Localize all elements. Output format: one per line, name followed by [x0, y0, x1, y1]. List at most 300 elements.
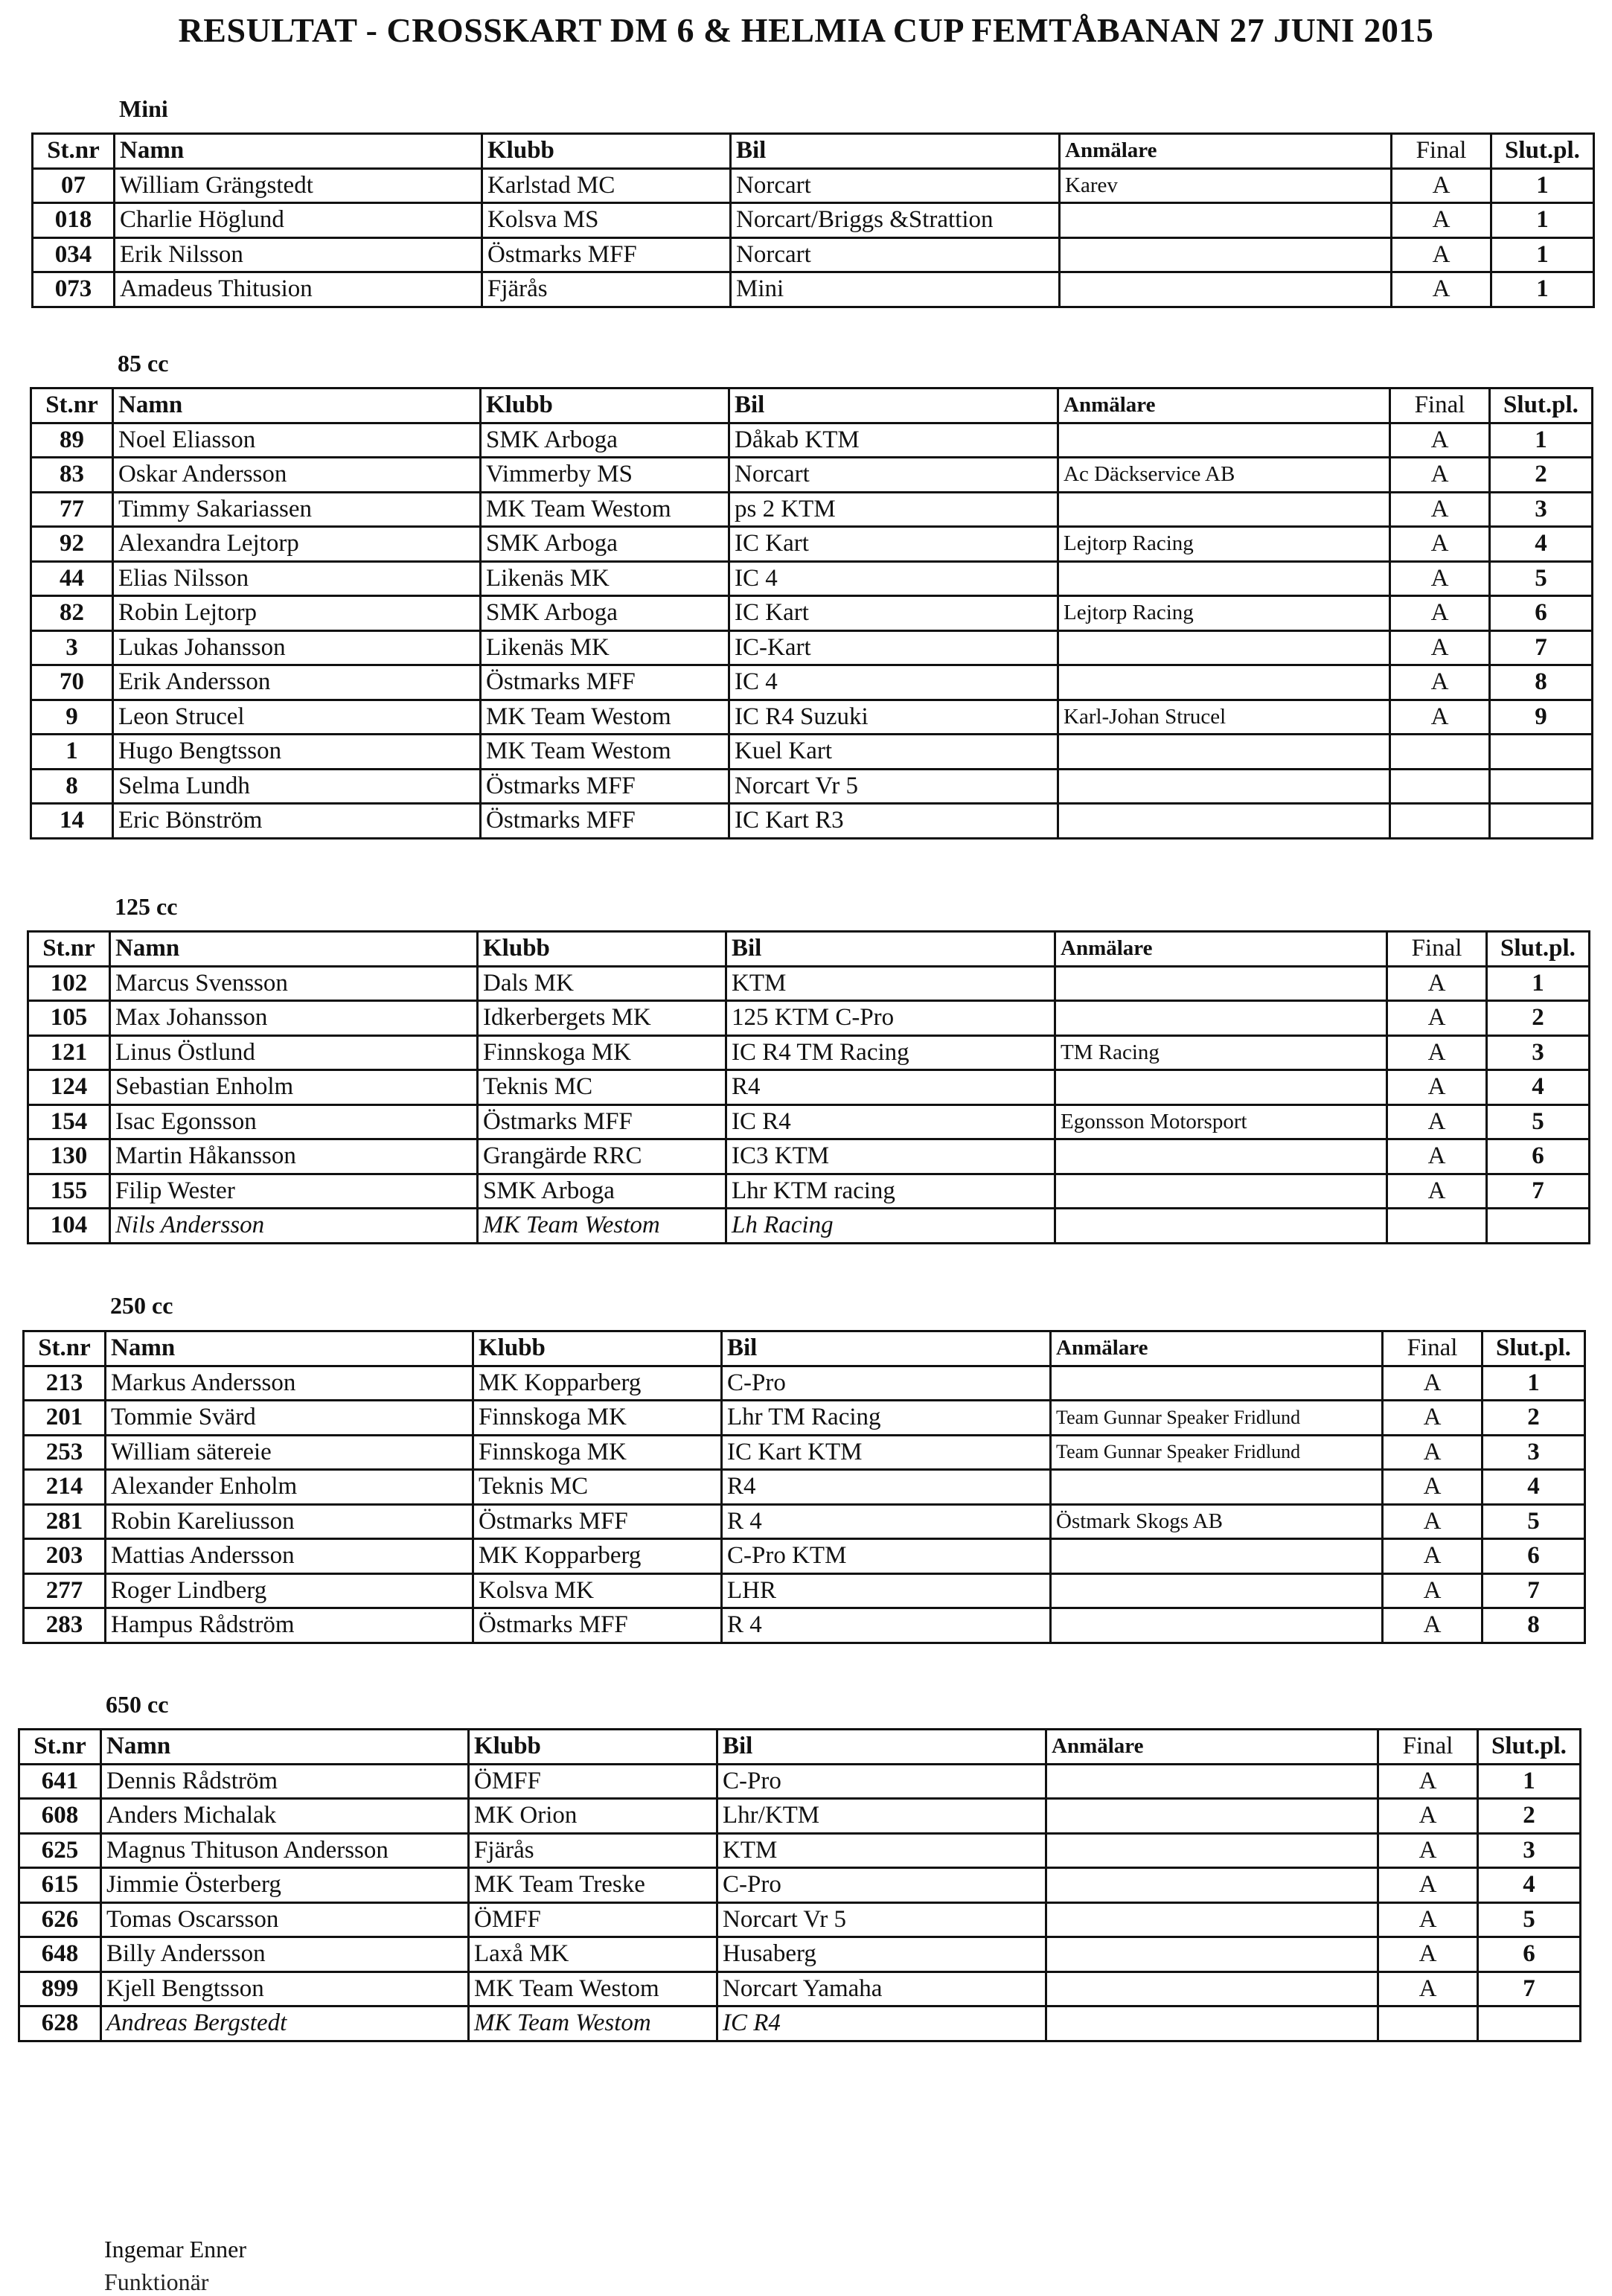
final-cell: A	[1387, 966, 1487, 1001]
place-cell: 4	[1478, 1868, 1581, 1903]
entrant-cell	[1051, 1608, 1383, 1643]
section-label: 125 cc	[115, 893, 178, 920]
place-cell	[1490, 769, 1593, 804]
start-number-cell: 82	[31, 596, 113, 631]
club-cell: Finnskoga MK	[478, 1035, 726, 1070]
col-header-club: Klubb	[482, 134, 731, 169]
name-cell: Hugo Bengtsson	[113, 735, 481, 770]
name-cell: Erik Andersson	[113, 665, 481, 700]
entrant-cell	[1055, 1209, 1387, 1244]
entrant-cell	[1058, 735, 1390, 770]
car-cell: IC R4	[717, 2006, 1046, 2041]
entrant-cell: Team Gunnar Speaker Fridlund	[1051, 1435, 1383, 1470]
car-cell: IC R4	[726, 1104, 1055, 1139]
start-number-cell: 70	[31, 665, 113, 700]
section-label: 85 cc	[118, 350, 169, 377]
final-cell: A	[1390, 630, 1490, 665]
start-number-cell: 018	[33, 203, 115, 238]
club-cell: MK Kopparberg	[473, 1366, 722, 1401]
col-header-car: Bil	[729, 388, 1058, 423]
car-cell: Norcart	[731, 237, 1060, 272]
col-header-entrant: Anmälare	[1060, 134, 1392, 169]
final-cell: A	[1378, 1868, 1478, 1903]
car-cell: Kuel Kart	[729, 735, 1058, 770]
start-number-cell: 102	[28, 966, 110, 1001]
place-cell	[1478, 2006, 1581, 2041]
start-number-cell: 14	[31, 804, 113, 839]
final-cell: A	[1383, 1608, 1483, 1643]
entrant-cell	[1060, 203, 1392, 238]
entrant-cell: Team Gunnar Speaker Fridlund	[1051, 1401, 1383, 1436]
club-cell: ÖMFF	[469, 1764, 717, 1799]
table-row	[31, 804, 1593, 839]
club-cell: Östmarks MFF	[481, 804, 729, 839]
final-cell: A	[1383, 1539, 1483, 1574]
table-row	[28, 1001, 1590, 1036]
col-header-car: Bil	[717, 1730, 1046, 1765]
car-cell: IC 4	[729, 665, 1058, 700]
place-cell: 2	[1483, 1401, 1585, 1436]
name-cell: Amadeus Thitusion	[115, 272, 482, 307]
start-number-cell: 899	[19, 1972, 101, 2006]
start-number-cell: 277	[24, 1573, 106, 1608]
entrant-cell	[1046, 1799, 1378, 1834]
entrant-cell	[1055, 1001, 1387, 1036]
col-header-entrant: Anmälare	[1058, 388, 1390, 423]
place-cell: 3	[1483, 1435, 1585, 1470]
final-cell: A	[1383, 1504, 1483, 1539]
entrant-cell	[1055, 966, 1387, 1001]
table-row	[24, 1366, 1585, 1401]
place-cell: 3	[1490, 492, 1593, 527]
table-row	[33, 203, 1594, 238]
car-cell: LHR	[722, 1573, 1051, 1608]
club-cell: MK Team Treske	[469, 1868, 717, 1903]
footer-role: Funktionär	[104, 2268, 209, 2295]
col-header-car: Bil	[722, 1331, 1051, 1366]
entrant-cell	[1051, 1366, 1383, 1401]
table-header-row	[28, 932, 1590, 967]
final-cell: A	[1378, 1833, 1478, 1868]
final-cell: A	[1392, 237, 1491, 272]
final-cell: A	[1390, 700, 1490, 735]
entrant-cell	[1058, 804, 1390, 839]
car-cell: C-Pro	[722, 1366, 1051, 1401]
start-number-cell: 628	[19, 2006, 101, 2041]
start-number-cell: 615	[19, 1868, 101, 1903]
final-cell: A	[1387, 1035, 1487, 1070]
table-row	[19, 1972, 1581, 2006]
table-row	[31, 423, 1593, 458]
name-cell: Charlie Höglund	[115, 203, 482, 238]
col-header-entrant: Anmälare	[1046, 1730, 1378, 1765]
final-cell: A	[1390, 596, 1490, 631]
start-number-cell: 283	[24, 1608, 106, 1643]
name-cell: Noel Eliasson	[113, 423, 481, 458]
name-cell: Oskar Andersson	[113, 458, 481, 493]
name-cell: Roger Lindberg	[106, 1573, 473, 1608]
col-header-car: Bil	[726, 932, 1055, 967]
place-cell: 1	[1491, 203, 1594, 238]
entrant-cell	[1051, 1573, 1383, 1608]
col-header-place: Slut.pl.	[1491, 134, 1594, 169]
entrant-cell	[1046, 1902, 1378, 1937]
col-header-car: Bil	[731, 134, 1060, 169]
start-number-cell: 8	[31, 769, 113, 804]
car-cell: IC Kart R3	[729, 804, 1058, 839]
name-cell: William Grängstedt	[115, 168, 482, 203]
place-cell	[1487, 1209, 1590, 1244]
col-header-place: Slut.pl.	[1478, 1730, 1581, 1765]
table-row	[31, 630, 1593, 665]
col-header-name: Namn	[110, 932, 478, 967]
name-cell: Anders Michalak	[101, 1799, 469, 1834]
club-cell: Östmarks MFF	[473, 1608, 722, 1643]
car-cell: R 4	[722, 1608, 1051, 1643]
car-cell: Norcart Vr 5	[729, 769, 1058, 804]
start-number-cell: 201	[24, 1401, 106, 1436]
page-title: RESULTAT - CROSSKART DM 6 & HELMIA CUP FEMTÅBANAN 27 JUNI 2015	[178, 11, 1434, 49]
start-number-cell: 104	[28, 1209, 110, 1244]
start-number-cell: 203	[24, 1539, 106, 1574]
name-cell: Lukas Johansson	[113, 630, 481, 665]
club-cell: Vimmerby MS	[481, 458, 729, 493]
entrant-cell	[1046, 1764, 1378, 1799]
start-number-cell: 130	[28, 1139, 110, 1174]
car-cell: IC Kart	[729, 527, 1058, 562]
car-cell: IC Kart KTM	[722, 1435, 1051, 1470]
club-cell: Teknis MC	[473, 1470, 722, 1505]
start-number-cell: 92	[31, 527, 113, 562]
name-cell: Tommie Svärd	[106, 1401, 473, 1436]
table-row	[28, 1035, 1590, 1070]
final-cell: A	[1387, 1174, 1487, 1209]
final-cell: A	[1383, 1366, 1483, 1401]
col-header-name: Namn	[106, 1331, 473, 1366]
col-header-final: Final	[1387, 932, 1487, 967]
name-cell: Erik Nilsson	[115, 237, 482, 272]
table-row	[28, 1104, 1590, 1139]
place-cell: 1	[1491, 237, 1594, 272]
entrant-cell: Karl-Johan Strucel	[1058, 700, 1390, 735]
name-cell: Martin Håkansson	[110, 1139, 478, 1174]
start-number-cell: 281	[24, 1504, 106, 1539]
car-cell: Norcart Vr 5	[717, 1902, 1046, 1937]
table-row	[31, 492, 1593, 527]
table-row	[28, 1139, 1590, 1174]
table-row	[31, 769, 1593, 804]
table-row	[19, 1799, 1581, 1834]
club-cell: Kolsva MS	[482, 203, 731, 238]
name-cell: Robin Kareliusson	[106, 1504, 473, 1539]
club-cell: Östmarks MFF	[482, 237, 731, 272]
name-cell: Alexander Enholm	[106, 1470, 473, 1505]
car-cell: 125 KTM C-Pro	[726, 1001, 1055, 1036]
col-header-entrant: Anmälare	[1051, 1331, 1383, 1366]
car-cell: R4	[722, 1470, 1051, 1505]
place-cell: 7	[1483, 1573, 1585, 1608]
final-cell: A	[1378, 1764, 1478, 1799]
place-cell: 5	[1487, 1104, 1590, 1139]
table-header-row	[19, 1730, 1581, 1765]
start-number-cell: 124	[28, 1070, 110, 1105]
place-cell: 1	[1487, 966, 1590, 1001]
col-header-club: Klubb	[481, 388, 729, 423]
place-cell: 1	[1490, 423, 1593, 458]
club-cell: SMK Arboga	[481, 596, 729, 631]
table-row	[24, 1573, 1585, 1608]
entrant-cell	[1058, 665, 1390, 700]
car-cell: IC 4	[729, 561, 1058, 596]
start-number-cell: 121	[28, 1035, 110, 1070]
table-row	[31, 527, 1593, 562]
place-cell: 1	[1483, 1366, 1585, 1401]
col-header-stnr: St.nr	[28, 932, 110, 967]
club-cell: ÖMFF	[469, 1902, 717, 1937]
club-cell: Östmarks MFF	[481, 769, 729, 804]
table-row	[28, 966, 1590, 1001]
club-cell: MK Team Westom	[481, 700, 729, 735]
entrant-cell	[1055, 1070, 1387, 1105]
final-cell: A	[1378, 1937, 1478, 1972]
club-cell: Fjärås	[482, 272, 731, 307]
name-cell: Alexandra Lejtorp	[113, 527, 481, 562]
place-cell: 5	[1490, 561, 1593, 596]
table-header-row	[24, 1331, 1585, 1366]
name-cell: Dennis Rådström	[101, 1764, 469, 1799]
table-row	[24, 1470, 1585, 1505]
final-cell: A	[1383, 1435, 1483, 1470]
entrant-cell	[1055, 1174, 1387, 1209]
col-header-stnr: St.nr	[31, 388, 113, 423]
place-cell: 2	[1487, 1001, 1590, 1036]
name-cell: Kjell Bengtsson	[101, 1972, 469, 2006]
entrant-cell	[1046, 1833, 1378, 1868]
car-cell: Norcart Yamaha	[717, 1972, 1046, 2006]
table-row	[31, 561, 1593, 596]
club-cell: Laxå MK	[469, 1937, 717, 1972]
club-cell: Fjärås	[469, 1833, 717, 1868]
final-cell: A	[1387, 1139, 1487, 1174]
name-cell: Nils Andersson	[110, 1209, 478, 1244]
start-number-cell: 648	[19, 1937, 101, 1972]
place-cell: 4	[1483, 1470, 1585, 1505]
car-cell: Lh Racing	[726, 1209, 1055, 1244]
entrant-cell	[1046, 1972, 1378, 2006]
club-cell: Östmarks MFF	[481, 665, 729, 700]
car-cell: ps 2 KTM	[729, 492, 1058, 527]
club-cell: Grangärde RRC	[478, 1139, 726, 1174]
place-cell: 1	[1478, 1764, 1581, 1799]
car-cell: Mini	[731, 272, 1060, 307]
table-row	[31, 458, 1593, 493]
entrant-cell	[1060, 272, 1392, 307]
results-table	[30, 387, 1593, 840]
start-number-cell: 83	[31, 458, 113, 493]
col-header-stnr: St.nr	[24, 1331, 106, 1366]
name-cell: Tomas Oscarsson	[101, 1902, 469, 1937]
place-cell: 3	[1478, 1833, 1581, 1868]
name-cell: Isac Egonsson	[110, 1104, 478, 1139]
table-row	[19, 1902, 1581, 1937]
table-row	[31, 700, 1593, 735]
name-cell: Sebastian Enholm	[110, 1070, 478, 1105]
car-cell: R 4	[722, 1504, 1051, 1539]
start-number-cell: 105	[28, 1001, 110, 1036]
start-number-cell: 44	[31, 561, 113, 596]
club-cell: SMK Arboga	[481, 423, 729, 458]
results-table	[18, 1728, 1581, 2042]
col-header-final: Final	[1383, 1331, 1483, 1366]
start-number-cell: 641	[19, 1764, 101, 1799]
final-cell: A	[1383, 1470, 1483, 1505]
table-row	[33, 168, 1594, 203]
col-header-club: Klubb	[478, 932, 726, 967]
club-cell: Dals MK	[478, 966, 726, 1001]
place-cell: 2	[1490, 458, 1593, 493]
place-cell: 8	[1490, 665, 1593, 700]
table-row	[28, 1209, 1590, 1244]
start-number-cell: 89	[31, 423, 113, 458]
table-header-row	[31, 388, 1593, 423]
car-cell: Lhr TM Racing	[722, 1401, 1051, 1436]
name-cell: Magnus Thituson Andersson	[101, 1833, 469, 1868]
table-row	[19, 1868, 1581, 1903]
start-number-cell: 9	[31, 700, 113, 735]
car-cell: R4	[726, 1070, 1055, 1105]
col-header-name: Namn	[115, 134, 482, 169]
final-cell: A	[1390, 492, 1490, 527]
car-cell: IC-Kart	[729, 630, 1058, 665]
results-table	[22, 1330, 1586, 1644]
name-cell: Linus Östlund	[110, 1035, 478, 1070]
place-cell: 8	[1483, 1608, 1585, 1643]
final-cell: A	[1387, 1070, 1487, 1105]
footer-signature-name: Ingemar Enner	[104, 2236, 247, 2263]
start-number-cell: 626	[19, 1902, 101, 1937]
place-cell	[1490, 735, 1593, 770]
club-cell: Likenäs MK	[481, 561, 729, 596]
final-cell	[1390, 769, 1490, 804]
col-header-place: Slut.pl.	[1483, 1331, 1585, 1366]
col-header-final: Final	[1390, 388, 1490, 423]
table-row	[33, 272, 1594, 307]
start-number-cell: 073	[33, 272, 115, 307]
car-cell: KTM	[726, 966, 1055, 1001]
entrant-cell	[1055, 1139, 1387, 1174]
start-number-cell: 214	[24, 1470, 106, 1505]
final-cell: A	[1390, 423, 1490, 458]
car-cell: Norcart	[729, 458, 1058, 493]
entrant-cell: Lejtorp Racing	[1058, 596, 1390, 631]
entrant-cell: TM Racing	[1055, 1035, 1387, 1070]
name-cell: Elias Nilsson	[113, 561, 481, 596]
entrant-cell: Egonsson Motorsport	[1055, 1104, 1387, 1139]
final-cell: A	[1392, 272, 1491, 307]
section-label: Mini	[119, 95, 168, 122]
results-table	[27, 930, 1590, 1244]
place-cell: 6	[1490, 596, 1593, 631]
start-number-cell: 034	[33, 237, 115, 272]
place-cell: 1	[1491, 168, 1594, 203]
car-cell: C-Pro	[717, 1868, 1046, 1903]
table-row	[19, 2006, 1581, 2041]
entrant-cell	[1060, 237, 1392, 272]
name-cell: William sätereie	[106, 1435, 473, 1470]
col-header-name: Namn	[113, 388, 481, 423]
col-header-name: Namn	[101, 1730, 469, 1765]
car-cell: Lhr/KTM	[717, 1799, 1046, 1834]
car-cell: IC Kart	[729, 596, 1058, 631]
place-cell: 3	[1487, 1035, 1590, 1070]
name-cell: Billy Andersson	[101, 1937, 469, 1972]
table-row	[24, 1435, 1585, 1470]
col-header-place: Slut.pl.	[1487, 932, 1590, 967]
club-cell: Idkerbergets MK	[478, 1001, 726, 1036]
club-cell: SMK Arboga	[481, 527, 729, 562]
entrant-cell: Lejtorp Racing	[1058, 527, 1390, 562]
place-cell: 2	[1478, 1799, 1581, 1834]
final-cell: A	[1392, 203, 1491, 238]
name-cell: Robin Lejtorp	[113, 596, 481, 631]
results-table	[31, 132, 1595, 308]
table-row	[24, 1504, 1585, 1539]
club-cell: MK Team Westom	[481, 492, 729, 527]
place-cell: 6	[1487, 1139, 1590, 1174]
name-cell: Marcus Svensson	[110, 966, 478, 1001]
place-cell: 5	[1478, 1902, 1581, 1937]
entrant-cell	[1051, 1539, 1383, 1574]
place-cell: 4	[1490, 527, 1593, 562]
name-cell: Max Johansson	[110, 1001, 478, 1036]
club-cell: Finnskoga MK	[473, 1401, 722, 1436]
final-cell	[1390, 735, 1490, 770]
place-cell: 9	[1490, 700, 1593, 735]
club-cell: MK Orion	[469, 1799, 717, 1834]
name-cell: Timmy Sakariassen	[113, 492, 481, 527]
col-header-final: Final	[1392, 134, 1491, 169]
table-row	[33, 237, 1594, 272]
club-cell: Likenäs MK	[481, 630, 729, 665]
col-header-stnr: St.nr	[19, 1730, 101, 1765]
final-cell: A	[1392, 168, 1491, 203]
place-cell: 5	[1483, 1504, 1585, 1539]
place-cell: 6	[1478, 1937, 1581, 1972]
col-header-club: Klubb	[469, 1730, 717, 1765]
name-cell: Jimmie Österberg	[101, 1868, 469, 1903]
place-cell: 4	[1487, 1070, 1590, 1105]
col-header-club: Klubb	[473, 1331, 722, 1366]
start-number-cell: 608	[19, 1799, 101, 1834]
name-cell: Hampus Rådström	[106, 1608, 473, 1643]
name-cell: Mattias Andersson	[106, 1539, 473, 1574]
place-cell: 6	[1483, 1539, 1585, 1574]
name-cell: Eric Bönström	[113, 804, 481, 839]
name-cell: Selma Lundh	[113, 769, 481, 804]
entrant-cell	[1051, 1470, 1383, 1505]
car-cell: Husaberg	[717, 1937, 1046, 1972]
start-number-cell: 3	[31, 630, 113, 665]
entrant-cell	[1046, 1868, 1378, 1903]
table-row	[24, 1539, 1585, 1574]
car-cell: Lhr KTM racing	[726, 1174, 1055, 1209]
start-number-cell: 253	[24, 1435, 106, 1470]
col-header-place: Slut.pl.	[1490, 388, 1593, 423]
section-label: 250 cc	[110, 1292, 173, 1319]
car-cell: IC R4 TM Racing	[726, 1035, 1055, 1070]
final-cell: A	[1378, 1799, 1478, 1834]
table-row	[19, 1764, 1581, 1799]
